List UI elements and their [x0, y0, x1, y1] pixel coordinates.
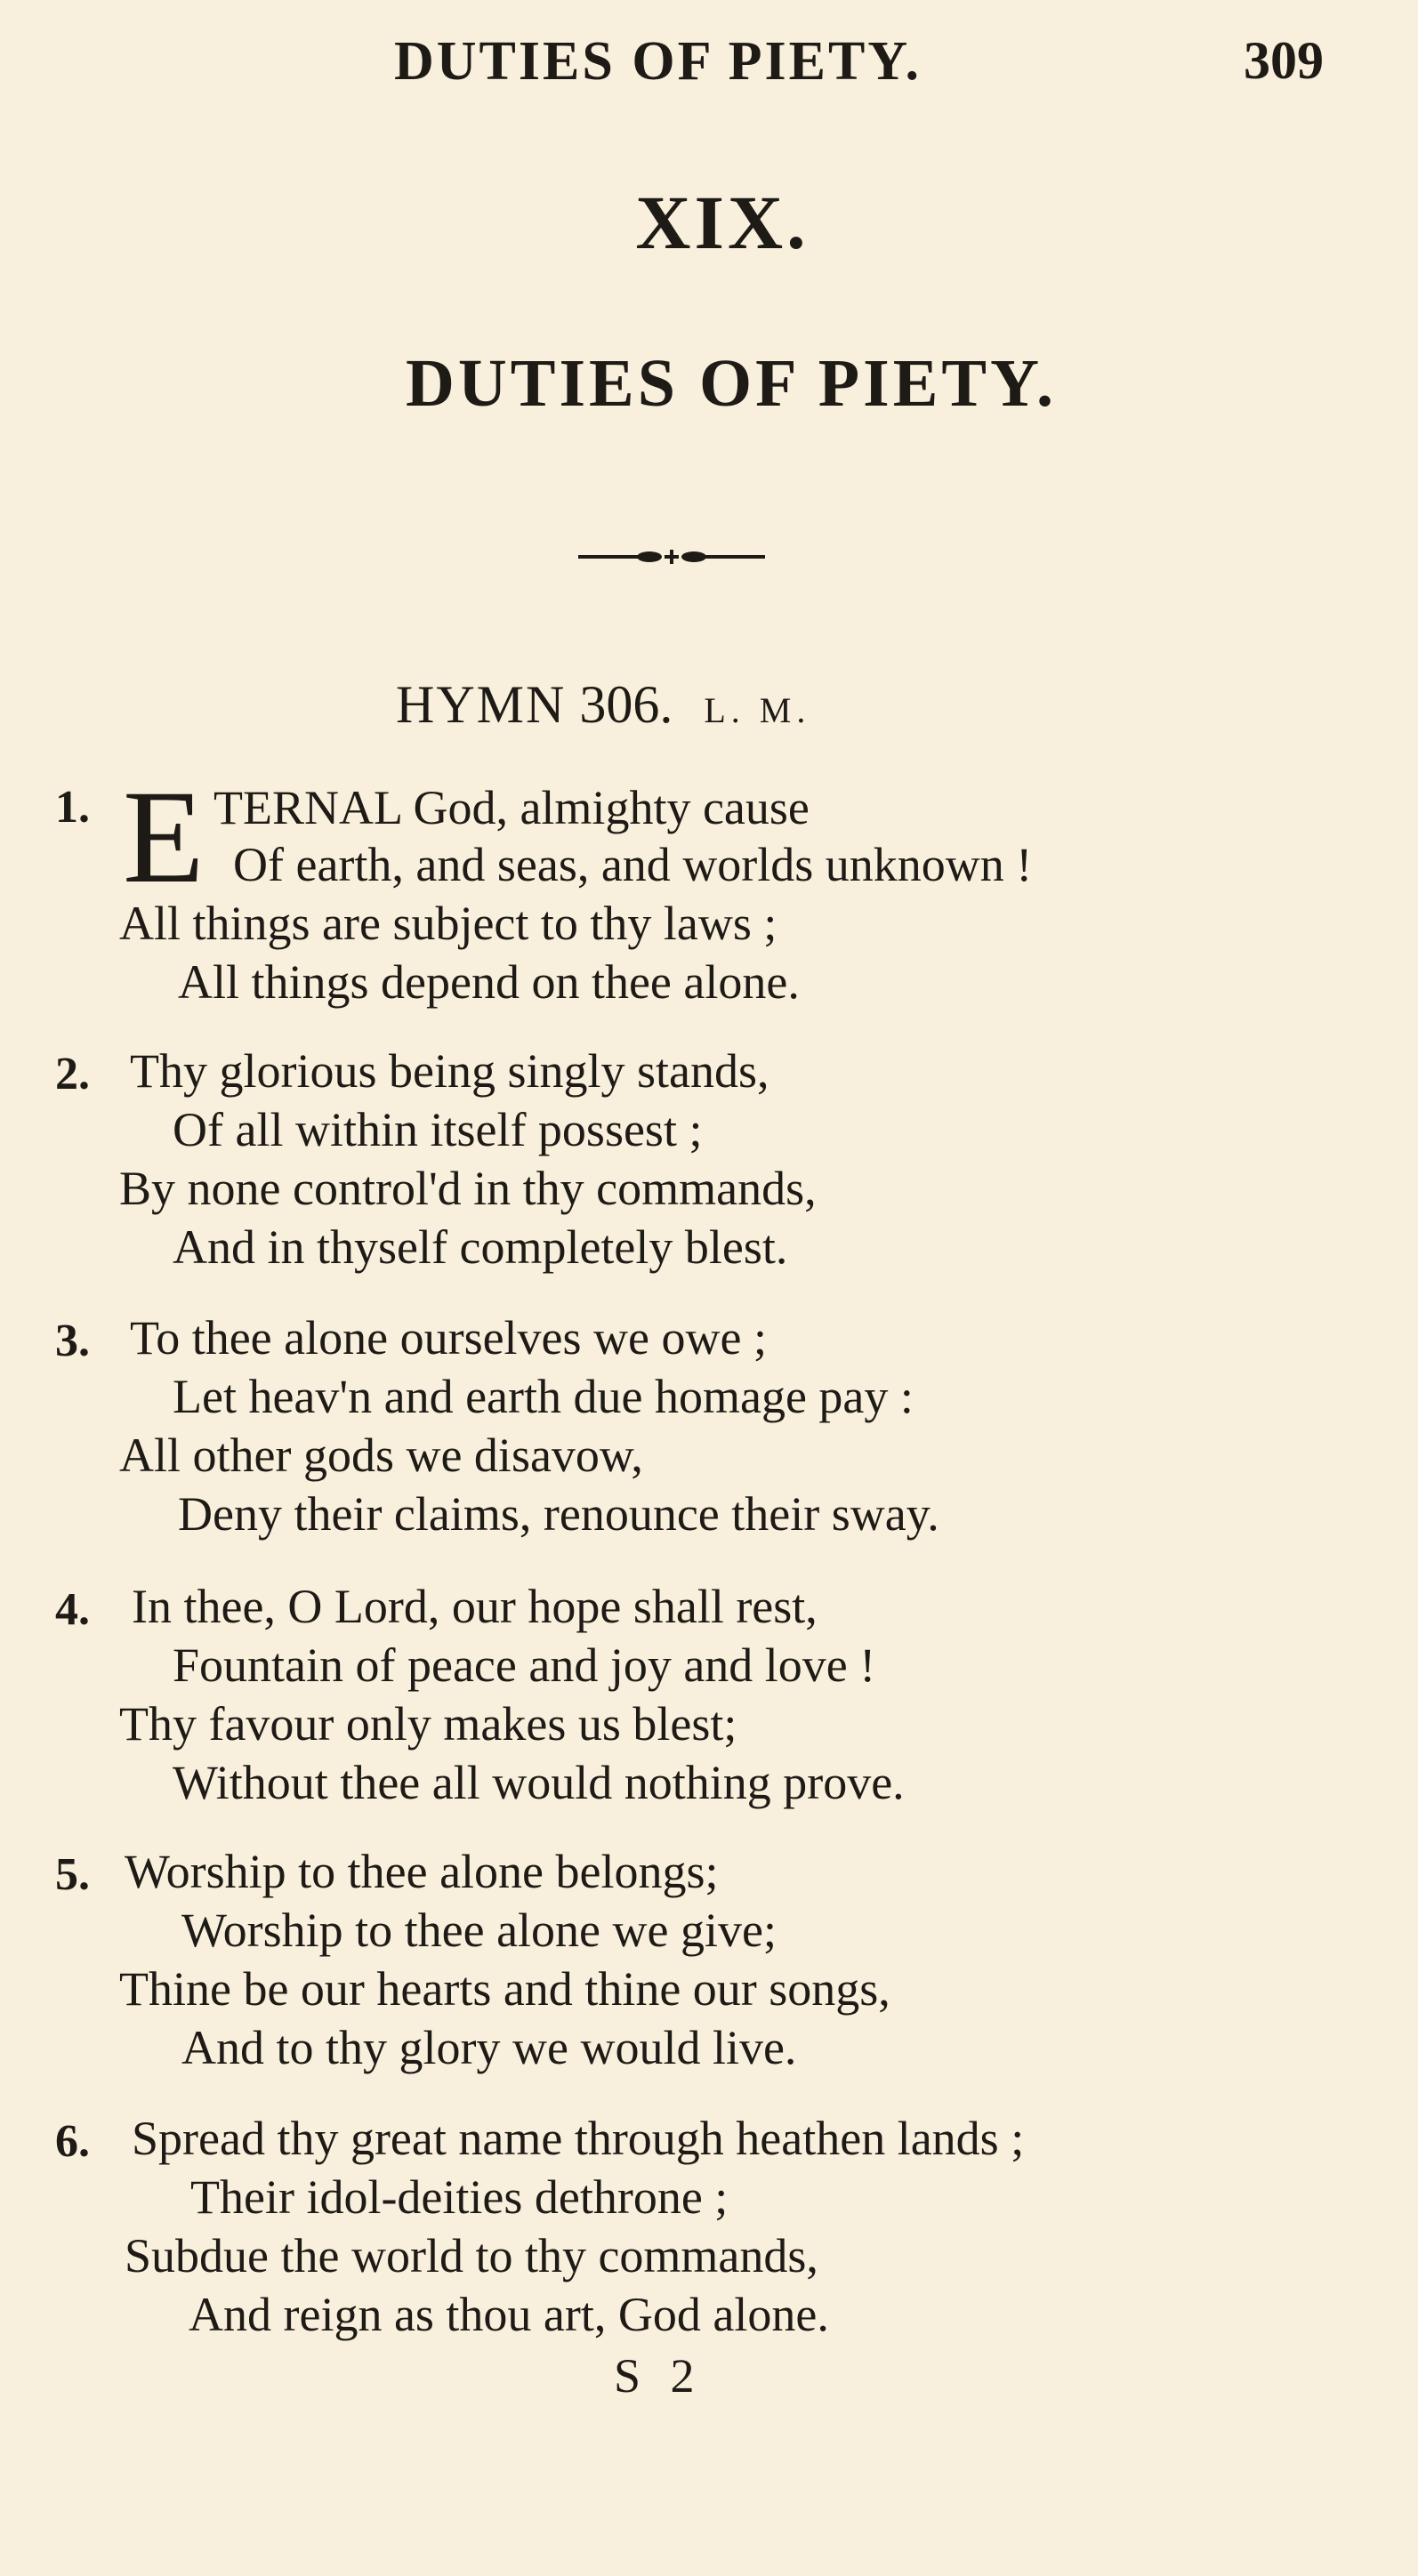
drop-cap: E	[123, 763, 205, 911]
verse-line: All things are subject to thy laws ;	[119, 897, 777, 950]
signature-mark: S 2	[614, 2349, 704, 2403]
chapter-number: XIX.	[635, 180, 810, 265]
verse-line: Worship to thee alone we give;	[181, 1904, 777, 1957]
stanza-number: 5.	[55, 1849, 90, 1900]
stanza-number: 6.	[55, 2116, 90, 2167]
verse-line: Worship to thee alone belongs;	[125, 1845, 719, 1898]
verse-line: Thine be our hearts and thine our songs,	[119, 1962, 890, 2016]
verse-line: Thy glorious being singly stands,	[130, 1044, 769, 1098]
verse-line: And in thyself completely blest.	[173, 1220, 788, 1274]
hymn-meter: L. M.	[704, 690, 811, 730]
stanza-number: 1.	[55, 782, 90, 833]
verse-line: All things depend on thee alone.	[178, 955, 800, 1009]
verse-line: All other gods we disavow,	[119, 1429, 643, 1482]
stanza-number: 4.	[55, 1584, 90, 1635]
verse-line: Of earth, and seas, and worlds unknown !	[233, 838, 1033, 891]
verse-line: By none control'd in thy commands,	[119, 1162, 817, 1215]
verse-line: Deny their claims, renounce their sway.	[178, 1487, 939, 1541]
verse-line: And to thy glory we would live.	[181, 2021, 797, 2074]
running-title: DUTIES OF PIETY.	[394, 31, 922, 92]
chapter-title: DUTIES OF PIETY.	[405, 346, 1057, 421]
hymn-heading	[396, 674, 810, 736]
verse-line: Subdue the world to thy commands,	[125, 2229, 818, 2282]
page-number: 309	[1244, 31, 1324, 90]
stanza-number: 2.	[55, 1049, 90, 1099]
verse-line: Thy favour only makes us blest;	[119, 1697, 737, 1751]
running-head	[0, 30, 1418, 101]
verse-line: TERNAL God, almighty cause	[214, 781, 810, 834]
verse-line: Without thee all would nothing prove.	[173, 1756, 905, 1809]
hymn-word: HYMN	[396, 675, 567, 734]
verse-line: Fountain of peace and joy and love !	[173, 1638, 876, 1692]
verse-line: And reign as thou art, God alone.	[189, 2288, 829, 2341]
verse-line: Let heav'n and earth due homage pay :	[173, 1370, 914, 1423]
hymn-number: 306.	[579, 675, 673, 734]
verse-line: Their idol-deities dethrone ;	[190, 2170, 729, 2224]
verse-line: Of all within itself possest ;	[173, 1103, 703, 1156]
verse-line: To thee alone ourselves we owe ;	[130, 1311, 767, 1364]
stanza-number: 3.	[55, 1316, 90, 1366]
verse-line: In thee, O Lord, our hope shall rest,	[132, 1580, 818, 1633]
verse-line: Spread thy great name through heathen lands ;	[132, 2112, 1025, 2165]
ornament-rule-icon	[578, 546, 765, 568]
